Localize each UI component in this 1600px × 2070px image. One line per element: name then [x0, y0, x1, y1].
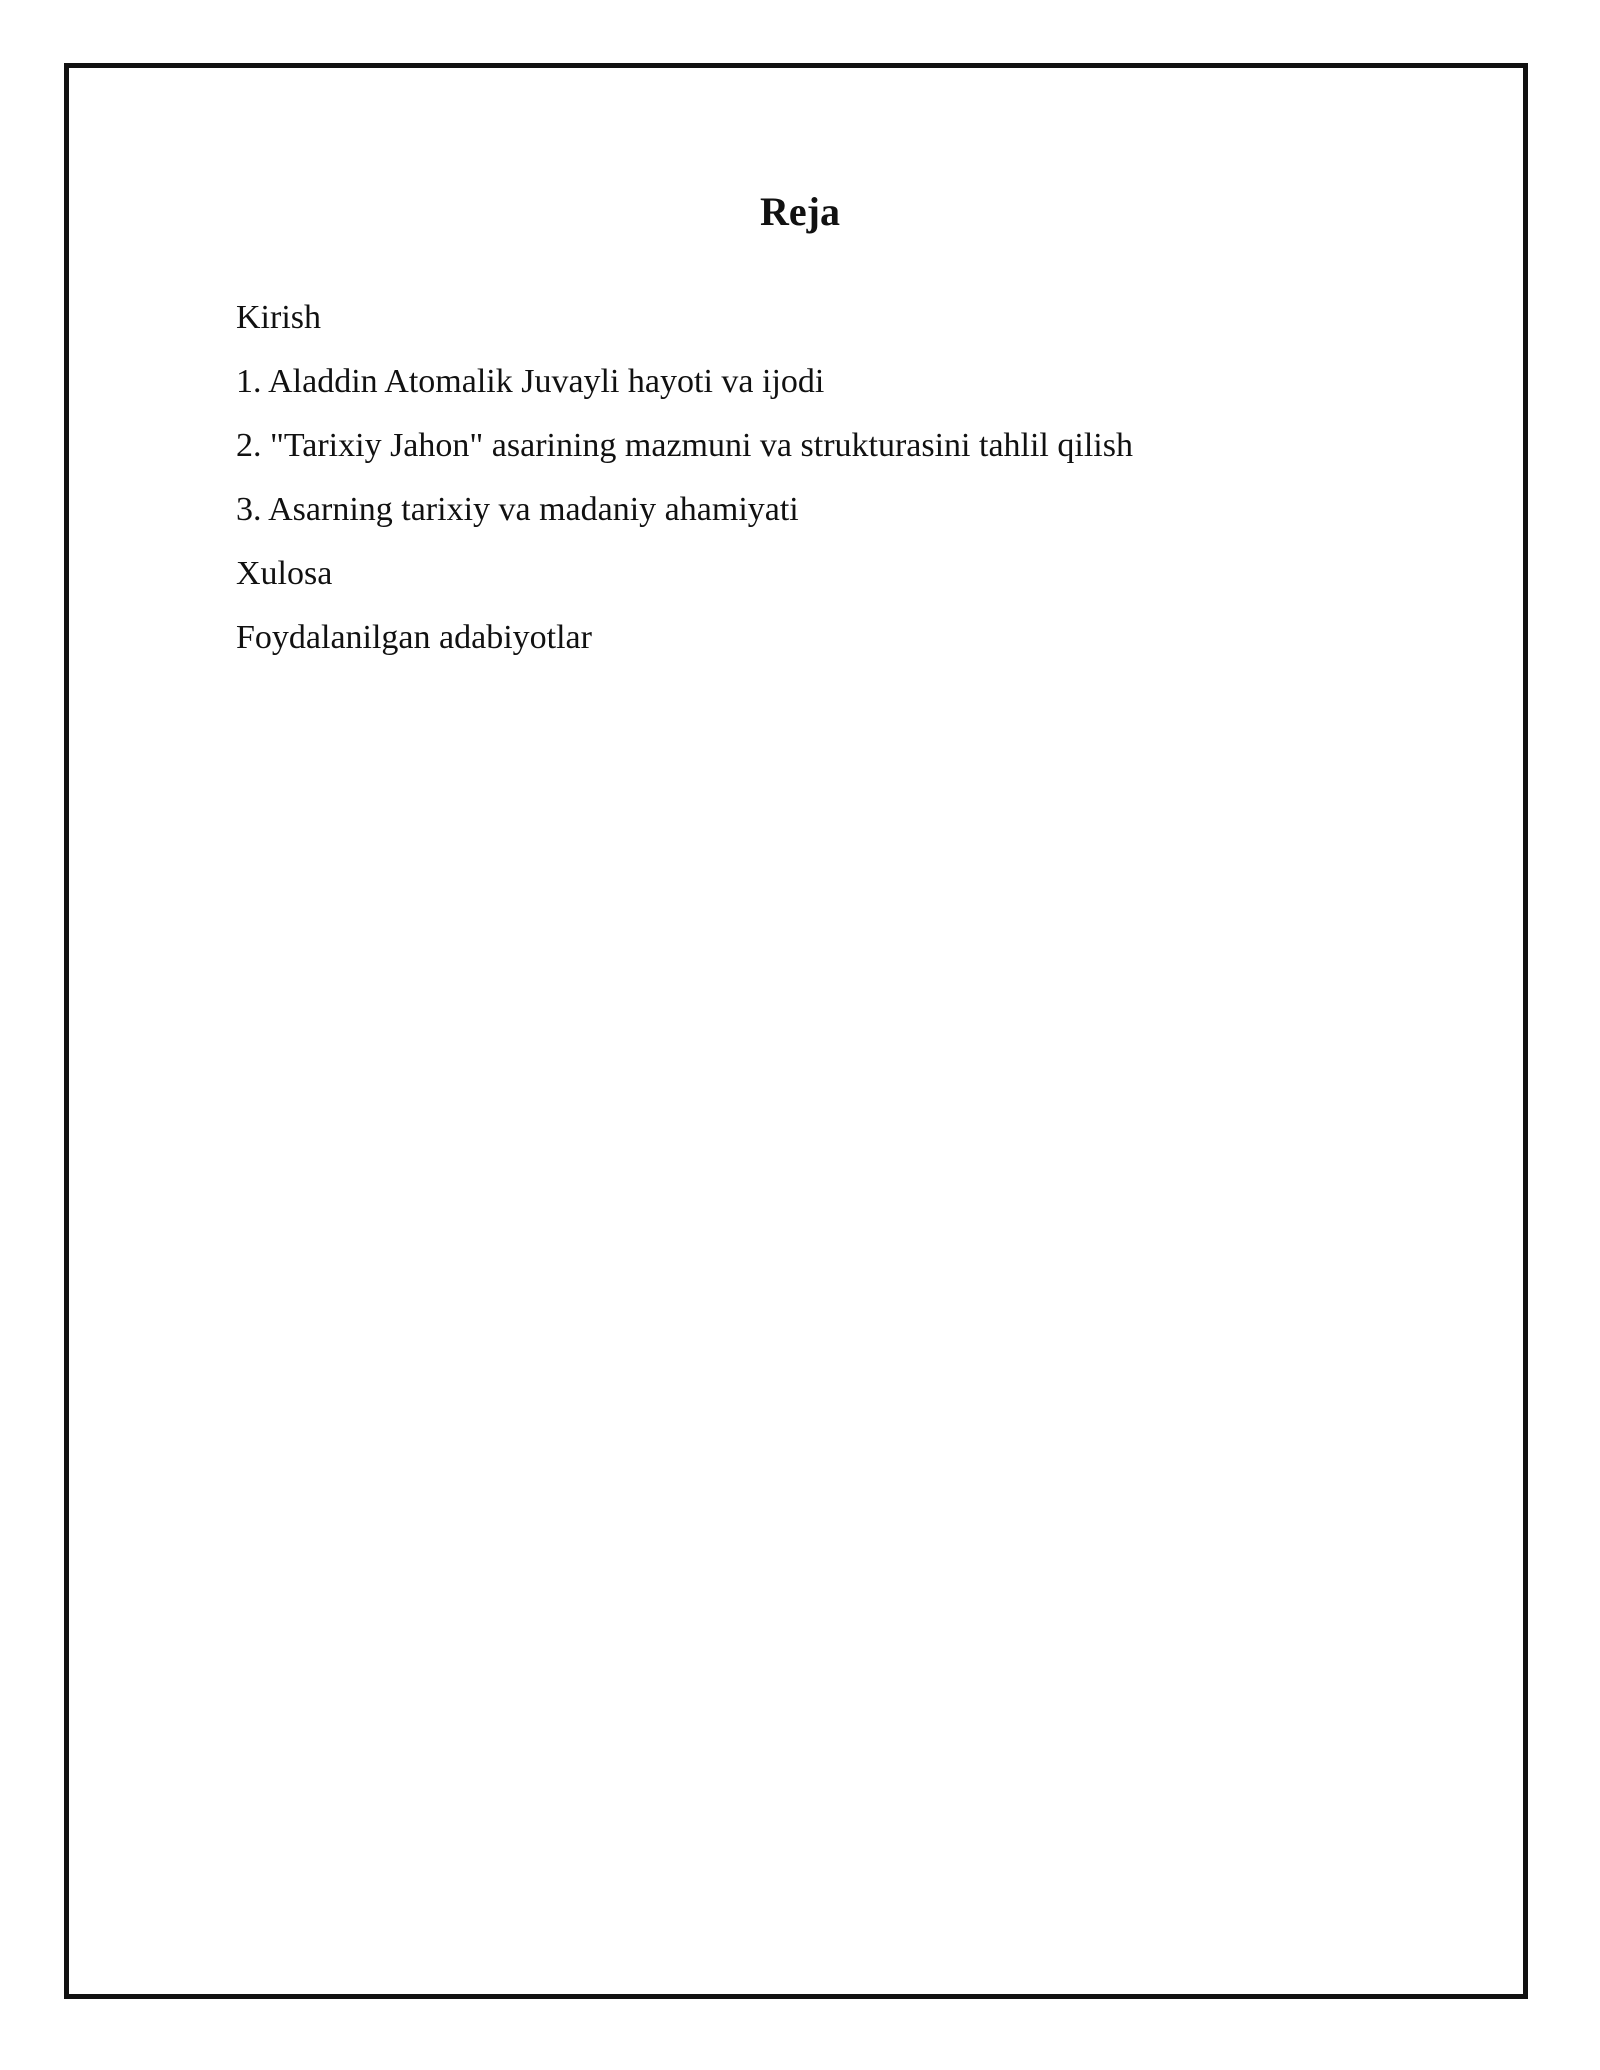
plan-item-introduction: Kirish	[236, 299, 321, 336]
plan-list	[236, 286, 1133, 670]
plan-item-references: Foydalanilgan adabiyotlar	[236, 619, 592, 656]
plan-item-chapter-1: 1. Aladdin Atomalik Juvayli hayoti va ijodi	[236, 363, 825, 400]
plan-item-conclusion: Xulosa	[236, 555, 333, 592]
page-title: Reja	[760, 189, 840, 234]
plan-item-chapter-3: 3. Asarning tarixiy va madaniy ahamiyati	[236, 491, 799, 528]
plan-item-chapter-2: 2. "Tarixiy Jahon" asarining mazmuni va strukturasini tahlil qilish	[236, 427, 1133, 464]
